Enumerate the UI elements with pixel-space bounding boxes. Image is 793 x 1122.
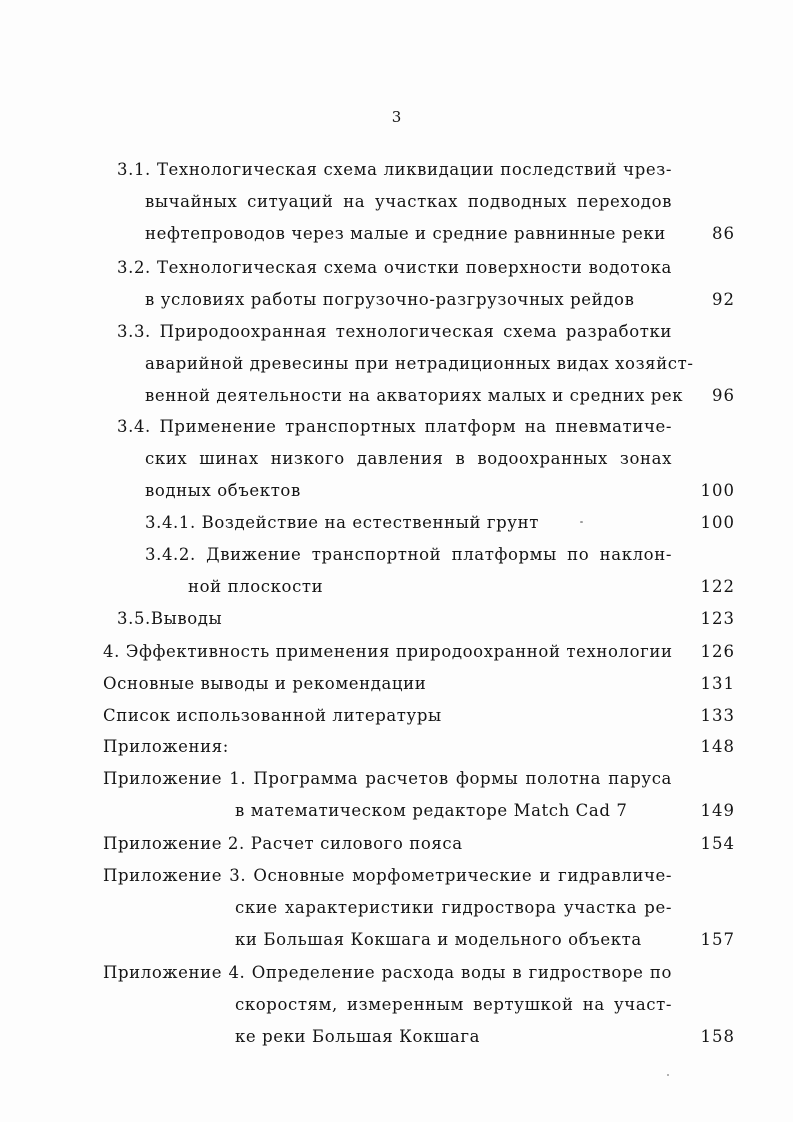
scan-speck <box>667 1074 669 1076</box>
toc-entry-line: Приложения: <box>103 737 229 756</box>
toc-entry-line: аварийной древесины при нетрадиционных видах хозяйст- <box>145 354 694 373</box>
toc-entry <box>0 539 793 603</box>
toc-entry <box>0 507 793 539</box>
toc-entry-line: Основные выводы и рекомендации <box>103 674 427 693</box>
scan-speck <box>580 521 583 523</box>
toc-entry <box>0 860 793 956</box>
toc-entry <box>0 411 793 507</box>
toc-page-number: 126 <box>700 642 735 661</box>
toc-entry-line: ских шинах низкого давления в водоохранных зонах <box>145 449 672 468</box>
toc-entry-line: 3.4. Применение транспортных платформ на пневматиче- <box>117 417 672 436</box>
toc-page-number: 133 <box>700 706 735 725</box>
toc-entry-line: вычайных ситуаций на участках подводных переходов <box>145 192 672 211</box>
toc-entry <box>0 252 793 316</box>
toc-entry-line: Список использованной литературы <box>103 706 442 725</box>
toc-page-number: 122 <box>700 577 735 596</box>
toc-page-number: 158 <box>700 1027 735 1046</box>
toc-page-number: 100 <box>700 481 735 500</box>
toc-entry-line: ке реки Большая Кокшага <box>235 1027 481 1046</box>
toc-entry-line: 3.3. Природоохранная технологическая схема разработки <box>117 322 672 341</box>
toc-page-number: 131 <box>700 674 735 693</box>
toc-entry-line: 3.1. Технологическая схема ликвидации последствий чрез- <box>117 160 672 179</box>
toc-entry-line: 3.4.1. Воздействие на естественный грунт <box>145 513 539 532</box>
toc-entry <box>0 828 793 860</box>
toc-entry-line: скоростям, измеренным вертушкой на участ- <box>235 995 672 1014</box>
toc-entry-line: в условиях работы погрузочно-разгрузочных рейдов <box>145 290 635 309</box>
toc-entry-line: Приложение 3. Основные морфометрические и гидравличе- <box>103 866 672 885</box>
toc-entry <box>0 700 793 732</box>
toc-page-number: 86 <box>712 224 735 243</box>
toc-entry-line: Приложение 4. Определение расхода воды в гидростворе по <box>103 963 672 982</box>
toc-entry <box>0 731 793 763</box>
toc-entry-line: ки Большая Кокшага и модельного объекта <box>235 930 642 949</box>
toc-page-number: 149 <box>700 801 735 820</box>
toc-page-number: 100 <box>700 513 735 532</box>
toc-page-number: 148 <box>700 737 735 756</box>
toc-page-number: 157 <box>700 930 735 949</box>
toc-entry-line: в математическом редакторе Match Cad 7 <box>235 801 628 820</box>
toc-page-number: 96 <box>712 386 735 405</box>
toc-entry <box>0 763 793 827</box>
toc-entry <box>0 316 793 412</box>
toc-entry-line: Приложение 1. Программа расчетов формы полотна паруса <box>103 769 672 788</box>
toc-entry-line: 4. Эффективность применения природоохранной технологии <box>103 642 673 661</box>
toc-entry <box>0 603 793 635</box>
toc-entry-line: 3.5.Выводы <box>117 609 223 628</box>
toc-entry <box>0 957 793 1053</box>
toc-entry <box>0 154 793 250</box>
toc-entry-line: водных объектов <box>145 481 301 500</box>
toc-entry <box>0 668 793 700</box>
toc-entry <box>0 636 793 668</box>
page-number: 3 <box>391 108 402 126</box>
toc-entry-line: 3.2. Технологическая схема очистки поверхности водотока <box>117 258 672 277</box>
toc-entry-line: Приложение 2. Расчет силового пояса <box>103 834 463 853</box>
toc-entry-line: венной деятельности на акваториях малых и средних рек <box>145 386 684 405</box>
toc-page-number: 92 <box>712 290 735 309</box>
toc-entry-line: 3.4.2. Движение транспортной платформы по наклон- <box>145 545 672 564</box>
toc-entry-line: нефтепроводов через малые и средние равнинные реки <box>145 224 666 243</box>
toc-page-number: 154 <box>700 834 735 853</box>
toc-entry-line: ной плоскости <box>188 577 324 596</box>
toc-entry-line: ские характеристики гидроствора участка ре- <box>235 898 672 917</box>
toc-page-number: 123 <box>700 609 735 628</box>
